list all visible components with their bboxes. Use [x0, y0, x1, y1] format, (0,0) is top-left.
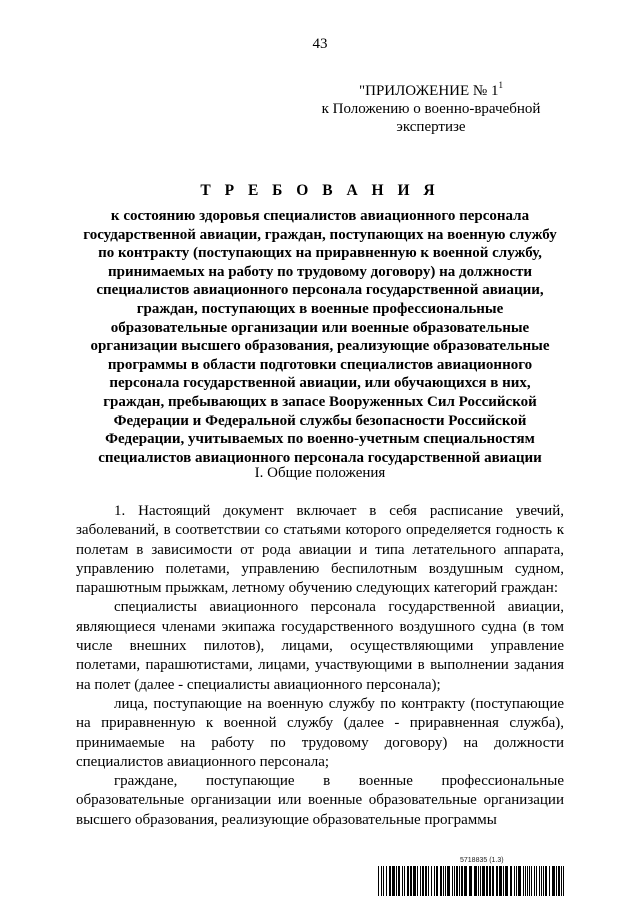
- barcode-bar: [431, 866, 432, 896]
- subtitle-line: персонала государственной авиации, или обучающихся в них,: [109, 375, 531, 392]
- document-subtitle: [60, 207, 580, 467]
- footnote-mark: 1: [498, 80, 503, 90]
- appendix-line-3: экспертизе: [396, 119, 466, 135]
- subtitle-line: программы в области подготовки специалистов авиационного: [107, 356, 533, 373]
- page-number: 43: [312, 36, 328, 52]
- barcode-bar: [541, 866, 542, 896]
- barcode-bar: [505, 866, 508, 896]
- barcode-bar: [386, 866, 387, 896]
- appendix-header: [300, 77, 562, 136]
- barcode-bar: [420, 866, 421, 896]
- barcode-bar: [407, 866, 409, 896]
- paragraph: 1. Настоящий документ включает в себя расписание увечий, заболеваний, в соответствии со статьями которого определяется годность к полетам в зависимости от рода авиации и типа летательного аппарата, управлению полетами, управлению беспилотным воздушным судном, парашютным прыжкам, летному обучению следующих категорий граждан:: [76, 503, 564, 597]
- barcode-bar: [434, 866, 435, 896]
- barcode: [378, 866, 564, 896]
- barcode-bar: [531, 866, 532, 896]
- barcode-bar: [492, 866, 494, 896]
- barcode-bar: [525, 866, 526, 896]
- paragraph: лица, поступающие на военную службу по контракту (поступающие на приравненную к военной службу (далее - приравненная служба), принимаемые на работу по трудовому договору) на должности специалистов авиационного персонала;: [76, 695, 564, 770]
- barcode-bar: [503, 866, 504, 896]
- document-title: Т Р Е Б О В А Н И Я: [200, 182, 440, 199]
- subtitle-line: образовательные организации или военные образовательные: [110, 319, 530, 336]
- barcode-bar: [514, 866, 515, 896]
- barcode-number: 5718835 (1.3): [460, 857, 504, 864]
- barcode-bar: [518, 866, 521, 896]
- barcode-bar: [398, 866, 400, 896]
- subtitle-line: Федерации, учитываемых по военно-учетным специальностям: [105, 431, 535, 448]
- subtitle-line: организации высшего образования, реализующие образовательные: [90, 338, 550, 355]
- barcode-bar: [527, 866, 528, 896]
- barcode-bar: [469, 866, 472, 896]
- barcode-bar: [428, 866, 429, 896]
- barcode-bar: [422, 866, 424, 896]
- barcode-bar: [461, 866, 463, 896]
- barcode-bar: [381, 866, 382, 896]
- barcode-bar: [563, 866, 564, 896]
- barcode-bar: [389, 866, 391, 896]
- barcode-bar: [392, 866, 395, 896]
- barcode-bar: [549, 866, 550, 896]
- barcode-bar: [543, 866, 544, 896]
- subtitle-line: принимаемых на работу по трудовому договору) на должности: [107, 263, 533, 280]
- appendix-line-2: к Положению о военно-врачебной: [321, 101, 541, 117]
- paragraph: специалисты авиационного персонала государственной авиации, являющиеся членами экипажа государственного воздушного судна (в том числе внешних пилотов), лицами, осуществляющими управление полетами, парашютистами, лицами, участвующими в выполнении задания на полет (далее - специалисты авиационного персонала);: [76, 599, 564, 693]
- appendix-line-1: "ПРИЛОЖЕНИЕ № $1^1$: [358, 80, 503, 99]
- barcode-bar: [545, 866, 547, 896]
- subtitle-line: к состоянию здоровья специалистов авиационного персонала: [110, 208, 530, 224]
- body-text: [76, 502, 564, 830]
- barcode-bar: [417, 866, 418, 896]
- barcode-bar: [459, 866, 460, 896]
- subtitle-line: граждан, поступающих в военные профессиональные: [136, 300, 504, 317]
- barcode-bar: [396, 866, 397, 896]
- barcode-bar: [447, 866, 450, 896]
- barcode-bar: [482, 866, 485, 896]
- section-heading: I. Общие положения: [254, 465, 386, 481]
- barcode-bar: [383, 866, 384, 896]
- barcode-bar: [378, 866, 379, 896]
- barcode-bar: [452, 866, 453, 896]
- barcode-bar: [480, 866, 481, 896]
- subtitle-line: Федерации и Федеральной службы безопасности Российской: [113, 412, 527, 429]
- barcode-bar: [516, 866, 517, 896]
- barcode-bar: [440, 866, 442, 896]
- subtitle-line: специалистов авиационного персонала государственной авиации,: [96, 282, 544, 299]
- barcode-bar: [539, 866, 540, 896]
- barcode-bar: [445, 866, 446, 896]
- barcode-bar: [558, 866, 560, 896]
- barcode-bar: [456, 866, 458, 896]
- paragraph: граждане, поступающие в военные профессиональные образовательные организации или военные образовательные организации высшего образования, реализующие образовательные программы: [76, 773, 564, 828]
- barcode-bar: [443, 866, 444, 896]
- barcode-bar: [425, 866, 427, 896]
- barcode-bar: [552, 866, 555, 896]
- subtitle-line: граждан, пребывающих в запасе Вооруженных Сил Российской: [103, 393, 537, 410]
- barcode-bar: [402, 866, 403, 896]
- subtitle-line: специалистов авиационного персонала государственной авиации: [98, 449, 542, 466]
- barcode-bar: [413, 866, 416, 896]
- barcode-bar: [478, 866, 479, 896]
- barcode-bar: [410, 866, 412, 896]
- barcode-bar: [486, 866, 488, 896]
- barcode-bar: [454, 866, 455, 896]
- barcode-bar: [556, 866, 557, 896]
- barcode-bar: [529, 866, 530, 896]
- barcode-bar: [489, 866, 491, 896]
- barcode-bar: [436, 866, 438, 896]
- barcode-bar: [496, 866, 498, 896]
- barcode-bar: [536, 866, 537, 896]
- barcode-bar: [464, 866, 467, 896]
- subtitle-line: по контракту (поступающих на приравненную к военной службу,: [98, 245, 542, 262]
- barcode-bar: [523, 866, 524, 896]
- barcode-bar: [561, 866, 562, 896]
- subtitle-line: государственной авиации, граждан, поступающих на военную службу: [83, 226, 557, 243]
- barcode-bar: [510, 866, 512, 896]
- barcode-bar: [499, 866, 502, 896]
- barcode-bar: [534, 866, 535, 896]
- barcode-bar: [474, 866, 477, 896]
- barcode-bar: [404, 866, 405, 896]
